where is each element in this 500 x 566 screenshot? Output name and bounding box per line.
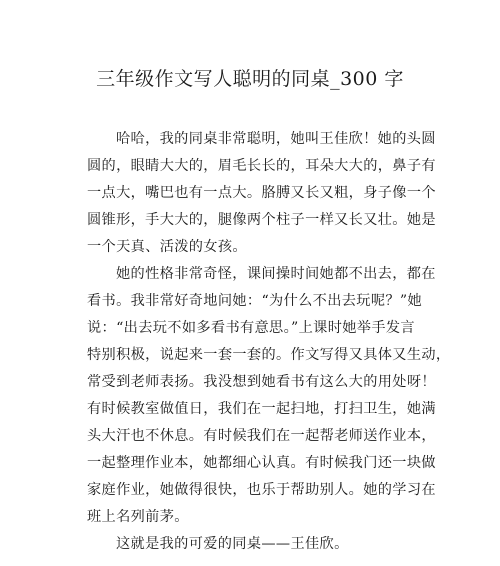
paragraph-2-line-7: 头大汗也不休息。有时候我们在一起帮老师送作业本， [87,428,436,444]
paragraph-1-line-3: 一点大，嘴巴也有一点大。胳膊又长又粗，身子像一个 [87,185,436,201]
document-title: 三年级作文写人聪明的同桌_300 字 [96,68,404,90]
paragraph-2-line-2: 看书。我非常好奇地问她：“为什么不出去玩呢？”她 [87,293,423,309]
paragraph-2-line-6: 有时候教室做值日，我们在一起扫地，打扫卫生，她满 [87,401,436,417]
paragraph-2-line-8: 一起整理作业本，她都细心认真。有时候我门还一块做 [87,455,436,471]
paragraph-2-line-9: 家庭作业，她做得很快，也乐于帮助别人。她的学习在 [87,482,436,498]
paragraph-3-line-1: 这就是我的可爱的同桌——王佳欣。 [116,536,349,552]
paragraph-2-line-5: 常受到老师表扬。我没想到她看书有这么大的用处呀！ [87,374,436,390]
paragraph-1-line-2: 圆的，眼睛大大的，眉毛长长的，耳朵大大的，鼻子有 [87,158,436,174]
paragraph-1-line-1: 哈哈，我的同桌非常聪明，她叫王佳欣！她的头圆 [116,131,436,147]
paragraph-1-line-4: 圆锥形，手大大的，腿像两个柱子一样又长又壮。她是 [87,212,436,228]
paragraph-2-line-3: 说：“出去玩不如多看书有意思。”上课时她举手发言 [87,320,415,336]
paragraph-1-line-5: 一个天真、活泼的女孩。 [87,239,247,255]
paragraph-2-line-1: 她的性格非常奇怪，课间操时间她都不出去，都在 [116,266,436,282]
paragraph-2-line-4: 特别积极，说起来一套一套的。作文写得又具体又生动， [87,347,451,363]
paragraph-2-line-10: 班上名列前茅。 [87,509,189,525]
